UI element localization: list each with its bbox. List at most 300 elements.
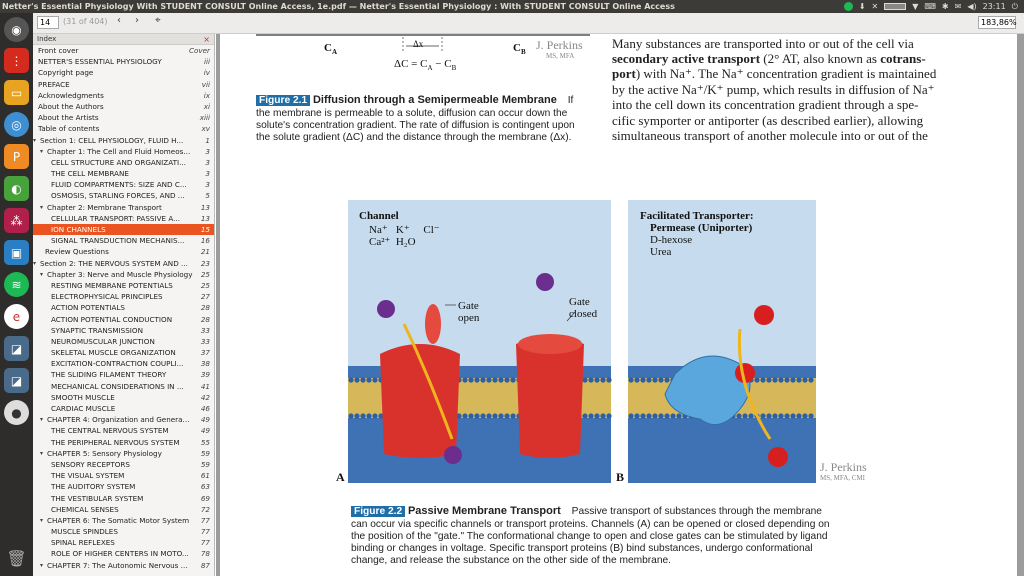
lipid-head [354,413,359,418]
index-item-page: 3 [205,146,210,156]
lipid-head [486,377,491,382]
index-item-page: 77 [200,538,210,548]
index-item[interactable] [33,548,214,559]
body-line1: Many substances are transported into or out of the cell via [612,36,914,51]
index-item-label: CELLULAR TRANSPORT: PASSIVE A... [51,213,180,223]
index-item-page: 23 [200,258,210,268]
index-item[interactable] [33,291,214,302]
lipid-head [664,413,669,418]
index-item-label: Chapter 1: The Cell and Fluid Homeos... [47,146,191,156]
lipid-head [480,413,485,418]
lipid-head [766,413,771,418]
lipid-head [646,413,651,418]
lipid-head [628,413,633,418]
figure-2-2-caption-line5: change, and release the substance on the other side of the membrane. [351,555,671,566]
lipid-head [354,377,359,382]
index-item-page: 77 [200,527,210,537]
lipid-head [658,413,663,418]
body-line2: secondary active transport (2° AT, also known as cotrans- [612,51,926,66]
index-item-page: 13 [200,213,210,223]
solute-particle [768,447,788,467]
editor-icon[interactable]: e [4,304,29,329]
lipid-head [366,413,371,418]
index-item-page: 5 [205,191,210,201]
index-item-page: 1 [205,135,210,145]
index-item[interactable] [33,302,214,313]
lipid-head [492,413,497,418]
figure-2-1-caption-line2: the membrane is permeable to a solute, diffusion can occur down the [256,108,568,119]
delta-c-formula: $\Delta C = C_A - C_B$ [394,58,457,73]
index-item[interactable] [33,123,214,134]
index-item[interactable] [33,202,214,213]
back-button[interactable]: ‹ [117,15,121,26]
index-item-label: Section 1: CELL PHYSIOLOGY, FLUID H... [40,135,184,145]
panel-b-label: B [616,470,625,484]
index-item-page: 15 [200,225,210,234]
index-item[interactable] [33,135,214,146]
ions-line2: Ca²⁺ H₂O [369,236,416,248]
index-item-page: 39 [200,370,210,380]
index-item-page: 13 [200,202,210,212]
figure-2-2-caption-line2: can occur via specific channels or transport proteins. Channels (A) can be opened or closed depending on [351,519,830,530]
index-item-label: SYNAPTIC TRANSMISSION [51,325,143,335]
lipid-head [802,377,807,382]
ion-particle [444,446,462,464]
index-item-page: 16 [200,236,210,246]
index-item-page: 63 [200,482,210,492]
lipid-head [348,413,353,418]
ca-label: $C_A$ [324,42,338,57]
panel-a-label: A [336,470,345,484]
index-item[interactable] [33,56,214,67]
index-item[interactable] [33,213,214,224]
index-item-label: About the Artists [38,113,99,123]
index-item-page: 59 [200,459,210,469]
lipid-head [760,413,765,418]
closed-channel-protein [516,337,584,459]
index-item-page: 28 [200,303,210,313]
battery-icon[interactable] [884,3,906,10]
index-item-label: ELECTROPHYSICAL PRINCIPLES [51,292,163,302]
forward-button[interactable]: › [135,15,139,26]
gate-open-label1: Gate [458,300,479,312]
index-item-label: THE AUDITORY SYSTEM [51,482,136,492]
figure-2-1-number: Figure 2.1 [256,95,310,106]
body-line3: port) with Na⁺. The Na⁺ concentration gradient is maintained [612,66,937,81]
index-item[interactable] [33,246,214,257]
index-item-label: NEUROMUSCULAR JUNCTION [51,336,155,346]
index-item-label: OSMOSIS, STARLING FORCES, AND ... [51,191,185,201]
expand-arrow-icon[interactable]: ▾ [40,147,44,155]
index-item[interactable] [33,414,214,425]
index-item[interactable] [33,224,214,235]
index-item[interactable] [33,560,214,571]
index-item-label: Front cover [38,46,79,55]
disk-icon[interactable]: ● [4,400,29,425]
index-item-label: Copyright page [38,68,94,78]
index-item-page: 46 [200,404,210,413]
index-item[interactable] [33,336,214,347]
index-item-page: iv [203,68,210,78]
index-item[interactable] [33,325,214,336]
index-item-label: SIGNAL TRANSDUCTION MECHANIS... [51,236,185,246]
page-number-input[interactable]: 14 [37,16,59,29]
index-item[interactable] [33,45,214,56]
index-item-page: 59 [200,448,210,458]
lipid-head [366,377,371,382]
lipid-head [582,413,587,418]
lipid-head [778,377,783,382]
target-icon[interactable]: ⌖ [155,15,161,26]
index-item-label: Acknowledgments [38,90,104,100]
index-item[interactable] [33,470,214,481]
lipid-head [510,377,515,382]
wifi-icon[interactable]: ▼ [912,2,919,11]
index-item[interactable] [33,258,214,269]
index-item-label: Section 2: THE NERVOUS SYSTEM AND ... [40,258,188,268]
expand-arrow-icon[interactable]: ▾ [40,416,44,424]
index-item[interactable] [33,112,214,123]
expand-arrow-icon[interactable]: ▾ [33,136,37,144]
lipid-head [664,377,669,382]
mail-icon[interactable]: ✉ [954,2,962,11]
gate-closed-label2: closed [569,308,598,320]
index-item-label: THE VESTIBULAR SYSTEM [51,493,144,503]
lipid-head [796,413,801,418]
lipid-head [582,377,587,382]
index-item[interactable] [33,369,214,380]
index-item[interactable] [33,437,214,448]
index-item[interactable] [33,190,214,201]
clock[interactable]: 23:11 [982,2,1006,11]
index-item-page: 33 [200,336,210,346]
index-item-label: SPINAL REFLEXES [51,538,115,548]
lipid-head [634,413,639,418]
body-line5: into the cell down its concentration gradient through a spe- [612,97,919,112]
index-item[interactable] [33,381,214,392]
input-icon[interactable]: ✕ [871,2,879,11]
index-item[interactable] [33,67,214,78]
trash-icon[interactable]: 🗑 [6,549,27,568]
lipid-head [468,377,473,382]
index-item[interactable] [33,347,214,358]
figure-2-1-caption-line1: Figure 2.1 Diffusion through a Semipermeable Membrane If [256,95,573,107]
expand-arrow-icon[interactable]: ▾ [40,561,44,569]
index-item-page: 41 [200,381,210,391]
power-icon[interactable]: ⏻ [1011,2,1018,11]
files-icon[interactable]: ▭ [4,80,29,105]
permease-label: Permease (Uniporter) [650,222,753,234]
index-item-label: SMOOTH MUSCLE [51,392,115,402]
lipid-head [462,377,467,382]
expand-arrow-icon[interactable]: ▾ [40,516,44,524]
lipid-head [594,377,599,382]
launcher [0,13,33,576]
index-item-label: THE VISUAL SYSTEM [51,471,125,481]
lipid-head [360,377,365,382]
facilitated-transporter-label: Facilitated Transporter: [640,210,754,222]
gate-open-label2: open [458,312,480,324]
figure-2-2-caption-line3: the position of the "gate." The conformational change to open and close gates can be stimulated by ligand [351,531,828,542]
index-item-label: ACTION POTENTIAL CONDUCTION [51,314,173,324]
lipid-head [760,377,765,382]
keyboard-icon[interactable]: ⌨ [924,2,936,11]
artist-credential-2: MS, MFA, CMI [820,474,865,482]
index-item-page: 3 [205,169,210,179]
chromium-icon[interactable]: ◎ [4,112,29,137]
expand-arrow-icon[interactable]: ▾ [40,270,44,278]
dash-icon[interactable]: ◉ [4,17,29,42]
index-item-label: THE SLIDING FILAMENT THEORY [51,370,167,380]
lipid-head [784,413,789,418]
body-line6: cific symporter or antiporter (as described earlier), allowing [612,113,924,128]
figure-2-2-caption-line4: binding or changes in voltage. Specific transport proteins (B) bind substances, undergo conformational [351,543,813,554]
lipid-head [372,413,377,418]
expand-arrow-icon[interactable]: ▾ [40,449,44,457]
community-icon[interactable]: ⁂ [4,208,29,233]
lipid-head [486,413,491,418]
lipid-head [652,377,657,382]
lipid-head [802,413,807,418]
viewer-icon[interactable]: ◪ [4,336,29,361]
dx-label: Δx [413,39,424,49]
spotify-tray-icon[interactable] [844,2,853,11]
index-item-page: 27 [200,292,210,302]
lipid-head [772,377,777,382]
index-item-label: MECHANICAL CONSIDERATIONS IN ... [51,381,184,391]
lipid-head [742,413,747,418]
index-item[interactable] [33,448,214,459]
urea-label: Urea [650,246,672,258]
lipid-head [754,377,759,382]
index-item[interactable] [33,425,214,436]
lipid-head [606,413,611,418]
index-item-label: EXCITATION-CONTRACTION COUPLI... [51,359,184,369]
lipid-head [748,413,753,418]
lipid-head [510,413,515,418]
index-item-page: 77 [200,515,210,525]
expand-arrow-icon[interactable]: ▾ [33,259,37,267]
close-sidebar-icon[interactable]: × [203,35,210,44]
index-item-page: Cover [188,46,210,55]
artist-credential: MS, MFA [546,52,575,60]
index-item[interactable] [33,235,214,246]
index-item-label: Table of contents [38,124,100,134]
index-item[interactable] [33,392,214,403]
index-item-label: ACTION POTENTIALS [51,303,125,313]
figure-2-1-caption-line3: solute's concentration gradient. The rate of diffusion is contingent upon [256,120,575,131]
lipid-head [766,377,771,382]
toggle-app-icon[interactable]: ◐ [4,176,29,201]
index-item[interactable] [33,146,214,157]
lipid-head [652,413,657,418]
index-item-label: CHAPTER 7: The Autonomic Nervous ... [47,560,188,570]
lipid-head [492,377,497,382]
index-item[interactable] [33,280,214,291]
index-item-page: 3 [205,157,210,167]
lipid-head [462,413,467,418]
index-item[interactable] [33,168,214,179]
index-item-page: 55 [200,437,210,447]
figure-2-2-caption-line1: Figure 2.2 Passive Membrane Transport Passive transport of substances through the membrane [351,506,822,518]
index-item-label: Chapter 2: Membrane Transport [47,202,162,212]
spotify-icon[interactable]: ≋ [4,272,29,297]
index-item[interactable] [33,537,214,548]
viewer2-icon[interactable]: ◪ [4,368,29,393]
index-item-page: 72 [200,504,210,514]
ion-particle [536,273,554,291]
index-item[interactable] [33,79,214,90]
index-item-label: CHEMICAL SENSES [51,504,119,514]
index-item-label: THE PERIPHERAL NERVOUS SYSTEM [51,437,180,447]
index-item[interactable] [33,157,214,168]
index-item-page: 37 [200,348,210,358]
index-item-label: THE CENTRAL NERVOUS SYSTEM [51,426,169,436]
index-tree [33,45,214,571]
index-item-page: 42 [200,392,210,402]
lipid-head [784,377,789,382]
index-item-page: 38 [200,359,210,369]
lipid-head [676,413,681,418]
index-item-label: CARDIAC MUSCLE [51,404,116,413]
index-item-page: xiii [199,113,210,123]
lipid-head [808,413,813,418]
index-item-page: xi [203,101,210,111]
index-item-page: 61 [200,471,210,481]
lipid-head [588,377,593,382]
open-gate [425,304,441,344]
lipid-head [594,413,599,418]
lipid-head [474,413,479,418]
system-tray [844,0,1024,13]
index-item[interactable] [33,515,214,526]
channel-label: Channel [359,210,399,222]
index-item[interactable] [33,526,214,537]
solute-particle [754,305,774,325]
closed-gate [518,334,582,354]
lipid-head [498,413,503,418]
index-item[interactable] [33,269,214,280]
index-item-label: SENSORY RECEPTORS [51,459,130,469]
document-area[interactable] [216,34,1024,576]
index-item-label: RESTING MEMBRANE POTENTIALS [51,280,173,290]
index-item[interactable] [33,481,214,492]
index-item-page: vii [201,79,210,89]
index-item[interactable] [33,403,214,414]
index-item-page: 49 [200,415,210,425]
expand-arrow-icon[interactable]: ▾ [40,203,44,211]
index-item[interactable] [33,314,214,325]
index-item-page: 87 [200,560,210,570]
app-red-icon[interactable]: ⋮ [4,48,29,73]
index-item-label: About the Authors [38,101,104,111]
zoom-input[interactable]: 183,86% [978,16,1016,29]
index-item-page: 78 [200,549,210,559]
index-item[interactable] [33,504,214,515]
index-item-page: ix [203,90,210,100]
lipid-head [600,413,605,418]
window-title: Netter's Essential Physiology With STUDENT CONSULT Online Access, 1e.pdf — Netter's Essential Physiology : With STUDENT CONSULT Online Access [2,2,675,11]
lipid-head [600,377,605,382]
index-item-page: 28 [200,314,210,324]
index-item-page: 3 [205,180,210,190]
d-hexose-label: D-hexose [650,234,693,246]
gate-closed-label1: Gate [569,296,590,308]
index-item-page: 49 [200,426,210,436]
figure-2-2-number: Figure 2.2 [351,506,405,517]
bluetooth-icon[interactable]: ✱ [941,2,949,11]
index-item-label: CHAPTER 5: Sensory Physiology [47,448,162,458]
lipid-head [646,377,651,382]
lipid-head [468,413,473,418]
lipid-head [640,377,645,382]
index-item-page: iii [204,57,210,67]
lipid-head [772,413,777,418]
index-item-page: 33 [200,325,210,335]
index-item-label: CHAPTER 6: The Somatic Motor System [47,515,190,525]
lipid-head [736,413,741,418]
sidebar-header [33,34,214,45]
lipid-head [640,413,645,418]
index-item[interactable] [33,493,214,504]
lipid-head [504,413,509,418]
index-item-label: PREFACE [38,79,70,89]
figure-2-1-caption-line4: the solute gradient (ΔC) and the distance through the membrane (Δx). [256,132,572,143]
index-item-page: 69 [200,493,210,503]
lipid-head [360,413,365,418]
lipid-head [372,377,377,382]
index-item[interactable] [33,101,214,112]
index-item-label: ROLE OF HIGHER CENTERS IN MOTO... [51,549,189,559]
ions-line1: Na⁺ K⁺ Cl⁻ [369,224,440,236]
index-item-label: CHAPTER 4: Organization and Genera... [47,415,190,425]
lipid-head [670,413,675,418]
index-item-label: FLUID COMPARTMENTS: SIZE AND C... [51,180,187,190]
index-item[interactable] [33,179,214,190]
lipid-head [778,413,783,418]
lipid-head [628,377,633,382]
lipid-head [790,413,795,418]
index-item[interactable] [33,358,214,369]
index-item[interactable] [33,90,214,101]
lipid-head [588,413,593,418]
lipid-head [796,377,801,382]
index-item-label: MUSCLE SPINDLES [51,527,118,537]
pycharm-icon[interactable]: P [4,144,29,169]
pdf-page [220,34,1017,576]
index-item-label: CELL STRUCTURE AND ORGANIZATI... [51,157,186,167]
index-item-label: ION CHANNELS [51,225,106,234]
body-line7: simultaneous transport of another molecule into or out of the [612,128,928,143]
index-item[interactable] [33,459,214,470]
download-icon[interactable]: ⬇ [858,2,866,11]
lipid-head [808,377,813,382]
lipid-head [606,377,611,382]
ion-particle [377,300,395,318]
index-item-page: 21 [200,247,210,257]
software-icon[interactable]: ▣ [4,240,29,265]
viewer-toolbar [33,13,1024,34]
lipid-head [480,377,485,382]
volume-icon[interactable]: ◀) [967,2,977,11]
page-count: (31 of 404) [63,17,108,26]
lipid-head [790,377,795,382]
body-line4: by the active Na⁺/K⁺ pump, which results in diffusion of Na⁺ [612,82,935,97]
lipid-head [498,377,503,382]
index-item-page: 25 [200,280,210,290]
lipid-head [658,377,663,382]
lipid-head [634,377,639,382]
